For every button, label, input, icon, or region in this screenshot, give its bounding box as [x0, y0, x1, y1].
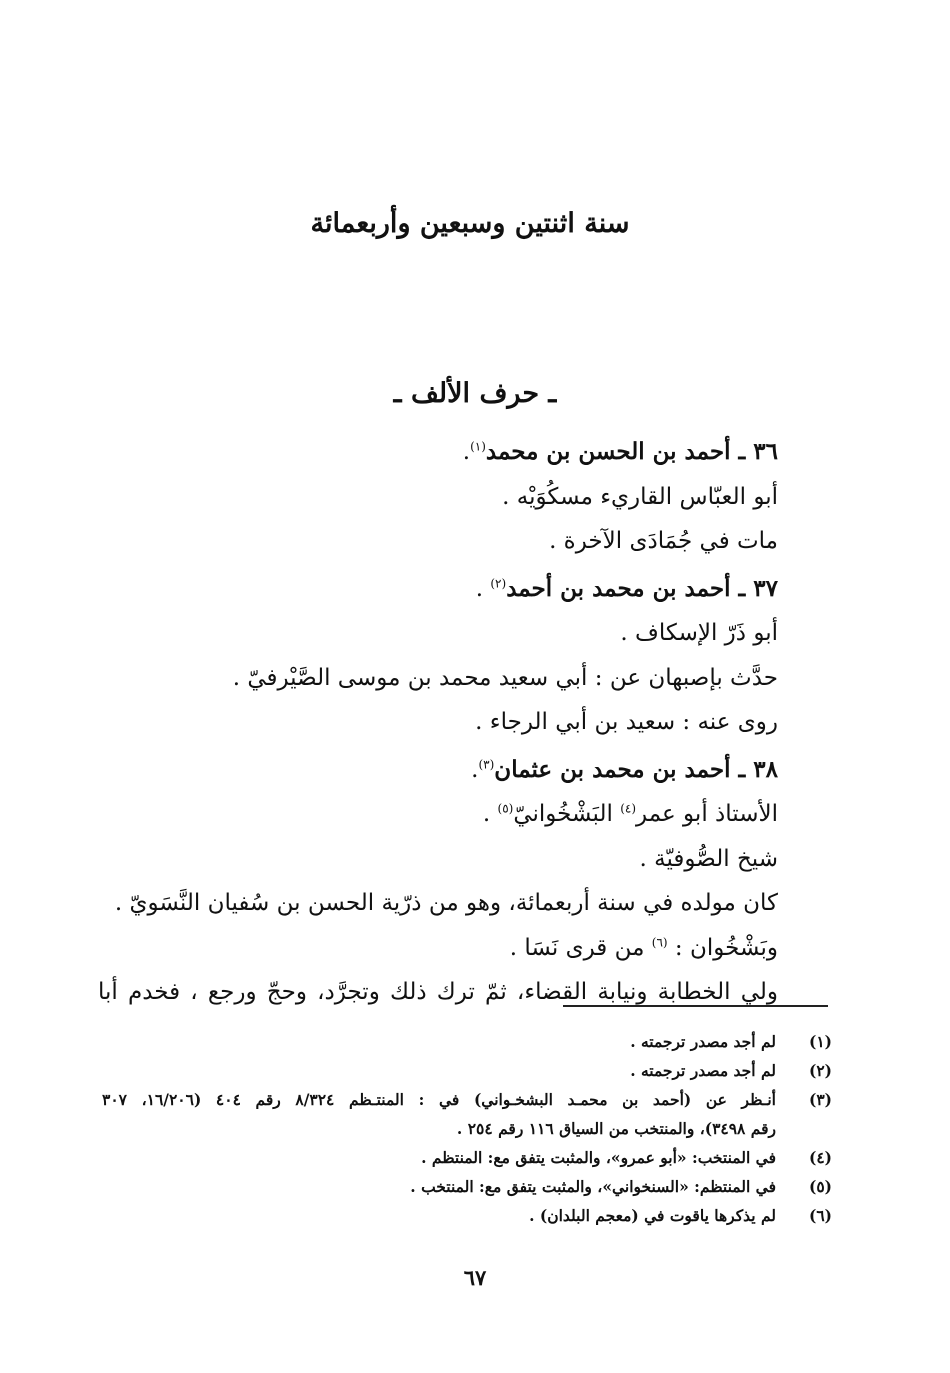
footnote-text: [102, 1201, 776, 1230]
footnote-ref-5: (٥): [497, 801, 514, 816]
footnote-number: (٣): [808, 1090, 832, 1109]
footnote-divider: [563, 1005, 828, 1007]
footnote-line: لم يذكرها ياقوت في (معجم البلدان) .: [529, 1206, 776, 1225]
entry-38-line: ولي الخطابة ونيابة القضاء، ثمّ ترك ذلك وتجرَّد، وحجّ ورجع ، فخدم أبا: [98, 979, 778, 1005]
entry-37-line: روى عنه : سعيد بن أبي الرجاء .: [475, 709, 778, 735]
entry-38-line: [98, 792, 778, 837]
footnote-number: (٦): [808, 1206, 832, 1225]
footnote-line: في المنتظم: «السنخواني»، والمثبت يتفق مع: المنتخب .: [410, 1177, 776, 1196]
footnote-text: [102, 1085, 776, 1143]
entry-38-line: شيخ الصُّوفيّة .: [639, 845, 778, 872]
footnote-line: لم أجد مصدر ترجمته .: [630, 1032, 776, 1051]
footnote-line: رقم ٣٤٩٨)، والمنتخب من السياق ١١٦ رقم ٢٥٤ .: [456, 1119, 776, 1138]
footnote-number: (٥): [808, 1177, 832, 1196]
entry-38-line: كان مولده في سنة أربعمائة، وهو من ذرّية الحسن بن سُفيان النَّسَويّ .: [114, 890, 778, 916]
entry-37-line: أبو ذَرّ الإسكاف .: [620, 620, 778, 646]
entry-38-place-start: وبَشْخُوان :: [667, 934, 778, 961]
entry-37-name: ٣٧ ـ أحمد بن محمد بن أحمد: [506, 574, 778, 602]
footnotes: [102, 1027, 832, 1230]
entry-38-title-end: .: [482, 801, 498, 827]
entry-38-nisba: البَشْخُوانيّ: [513, 801, 621, 827]
entry-37-line: حدَّث بإصبهان عن : أبي سعيد محمد بن موسى الصَّيْرفيّ .: [232, 664, 778, 691]
entry-38-title-start: الأستاذ أبو عمر: [636, 801, 778, 827]
entry-36-line: أبو العبّاس القاريء مسكُوَيْه .: [502, 483, 778, 510]
footnote-item: [102, 1085, 832, 1143]
entry-36-heading-end: .: [462, 439, 471, 465]
entry-36-heading: [98, 430, 778, 475]
footnote-text: [102, 1143, 776, 1172]
section-title: ـ حرف الألف ـ: [393, 378, 557, 409]
entry-38-place-end: من قرى نَسَا .: [509, 934, 652, 961]
entry-37-heading: [98, 567, 778, 612]
footnote-ref-1: (١): [470, 439, 486, 454]
footnote-number: (١): [808, 1032, 832, 1051]
entry-38-line: [98, 926, 778, 971]
entry-38-heading: [98, 748, 778, 793]
footnote-text: [102, 1056, 776, 1085]
footnote-ref-6: (٦): [651, 934, 668, 949]
entry-36-line: مات في جُمَادَى الآخرة .: [549, 528, 778, 554]
footnote-item: [102, 1201, 832, 1230]
footnote-number: (٢): [808, 1061, 832, 1080]
footnote-ref-2: (٢): [490, 575, 507, 590]
footnote-item: [102, 1143, 832, 1172]
footnote-text: [102, 1172, 776, 1201]
footnote-ref-4: (٤): [620, 801, 637, 816]
footnote-ref-3: (٣): [478, 756, 495, 771]
chapter-title: سنة اثنتين وسبعين وأربعمائة: [310, 208, 630, 239]
footnote-number: (٤): [808, 1148, 832, 1167]
footnote-item: [102, 1027, 832, 1056]
footnote-line: في المنتخب: «أبو عمرو»، والمثبت يتفق مع: المنتظم .: [421, 1148, 776, 1167]
footnote-line: أنـظر عن (أحمد بن محمـد البشخـواني) في : المنتـظم ٨/٣٢٤ رقم ٤٠٤ (١٦/٢٠٦، ٣٠٧: [102, 1090, 776, 1109]
main-text: [98, 430, 778, 1015]
footnote-item: [102, 1172, 832, 1201]
entry-36-name: ٣٦ ـ أحمد بن الحسن بن محمد: [485, 438, 778, 465]
entry-38-name: ٣٨ ـ أحمد بن محمد بن عثمان: [494, 755, 778, 783]
entry-38-heading-end: .: [471, 756, 479, 783]
entry-37-heading-end: .: [475, 575, 491, 602]
page-number: ٦٧: [463, 1265, 487, 1290]
footnote-line: لم أجد مصدر ترجمته .: [630, 1061, 776, 1080]
footnote-text: [102, 1027, 776, 1056]
footnote-item: [102, 1056, 832, 1085]
